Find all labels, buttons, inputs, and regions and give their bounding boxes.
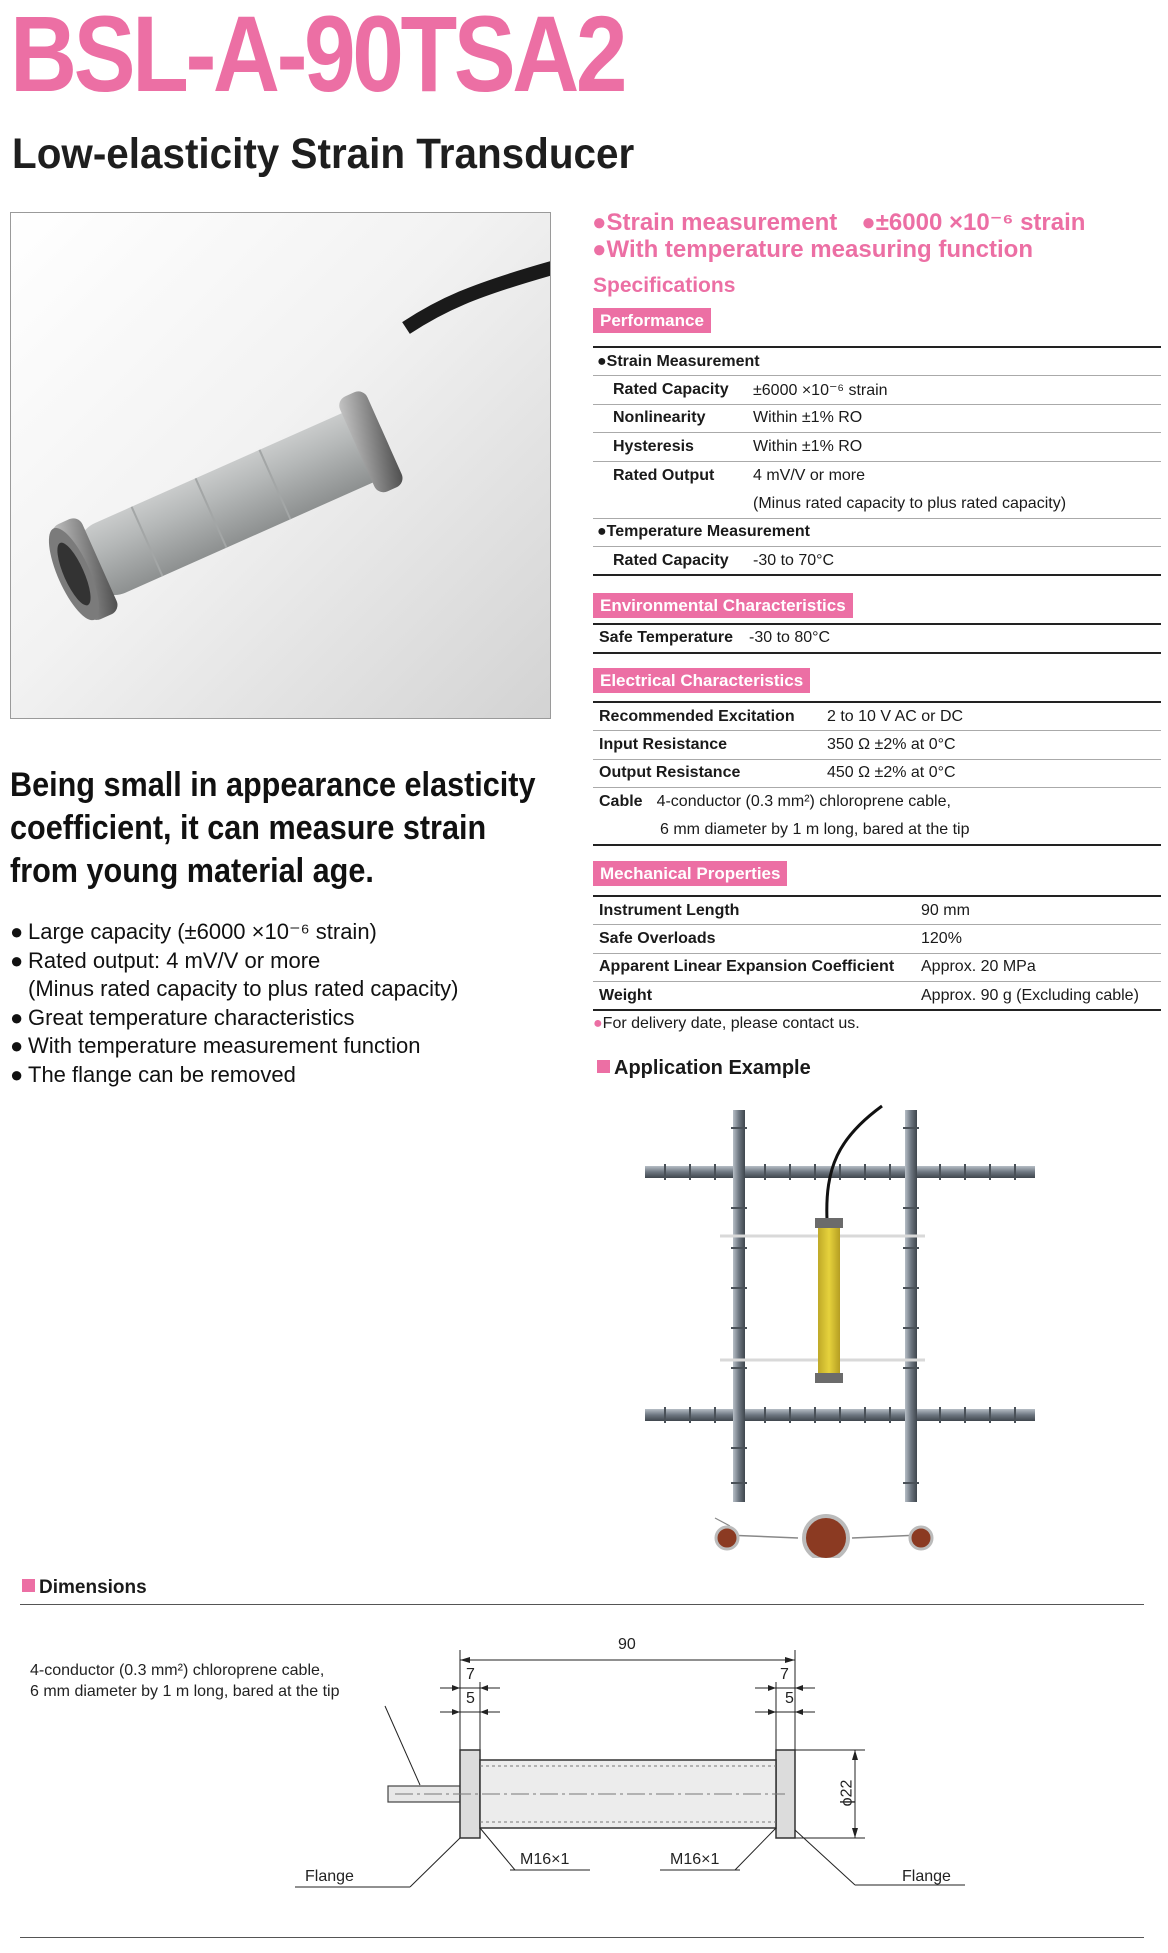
table-row: Rated Capacity ±6000 ×10⁻⁶ strain [593,376,1161,405]
table-row: Apparent Linear Expansion Coefficient Approx. 20 MPa [593,953,1161,982]
section-divider [20,1604,1144,1605]
application-example-title: Application Example [597,1057,811,1080]
product-subtitle: Low-elasticity Strain Transducer [12,130,635,178]
square-bullet-icon [22,1579,35,1592]
thread-right: M16×1 [670,1851,720,1868]
table-row: Rated Capacity -30 to 70°C [593,547,1161,576]
table-row: Instrument Length 90 mm [593,896,1161,925]
gauge-section [804,1516,848,1558]
feature-item: ● Rated output: 4 mV/V or more [10,947,321,973]
flange-left-label: Flange [305,1868,354,1885]
electrical-tag: Electrical Characteristics [593,668,810,693]
dim-right-7: 7 [780,1666,789,1683]
bottom-divider [20,1937,1144,1938]
cable-note-line-2: 6 mm diameter by 1 m long, bared at the tip [30,1683,340,1700]
thread-left: M16×1 [520,1851,570,1868]
lead-statement [10,764,536,893]
square-bullet-icon [597,1060,610,1073]
table-row: Recommended Excitation 2 to 10 V AC or DC [593,702,1161,731]
highlight-line-2: ●With temperature measuring function [592,236,1033,263]
gauge-flange [815,1218,843,1228]
product-photo [10,212,551,719]
dim-right-5: 5 [785,1690,794,1707]
specifications-title: Specifications [593,274,736,297]
application-example-diagram [630,1098,1050,1558]
performance-table [593,346,1161,576]
product-model-title: BSL-A-90TSA2 [10,0,625,114]
transducer-photo-illustration [11,213,551,719]
table-row: Input Resistance 350 Ω ±2% at 0°C [593,731,1161,760]
feature-item: (Minus rated capacity to plus rated capacity) [28,976,459,1001]
dimensions-title: Dimensions [22,1577,147,1599]
delivery-note: ●For delivery date, please contact us. [593,1015,860,1032]
table-row: Weight Approx. 90 g (Excluding cable) [593,982,1161,1011]
rebar [733,1110,745,1502]
feature-item: ● The flange can be removed [10,1061,296,1087]
feature-item: ● Great temperature characteristics [10,1004,355,1030]
table-row: Cable 4-conductor (0.3 mm²) chloroprene cable, [599,793,951,810]
environmental-tag: Environmental Characteristics [593,593,853,618]
table-row: Rated Output 4 mV/V or more [613,466,866,484]
highlight-line-1: ●Strain measurement ●±6000 ×10⁻⁶ strain [592,209,1086,236]
flange-right-label: Flange [902,1868,951,1885]
lead-line: from young material age. [10,852,374,890]
rebar [905,1110,917,1502]
table-row: 6 mm diameter by 1 m long, bared at the tip [593,816,1161,845]
strain-gauge [818,1228,840,1373]
table-row: Output Resistance 450 Ω ±2% at 0°C [593,759,1161,788]
cable-note-line-1: 4-conductor (0.3 mm²) chloroprene cable, [30,1662,325,1679]
rebar-section [910,1527,932,1549]
feature-item: ● Large capacity (±6000 ×10⁻⁶ strain) [10,919,377,944]
rebar-section [716,1527,738,1549]
feature-item: ● With temperature measurement function [10,1033,421,1058]
dim-total-length: 90 [618,1636,636,1653]
gauge-cable [827,1106,882,1220]
feature-list [10,918,458,1089]
table-row: Safe Temperature -30 to 80°C [593,624,1161,653]
table-row: Hysteresis Within ±1% RO [593,433,1161,462]
performance-tag: Performance [593,308,711,333]
lead-line: Being small in appearance elasticity [10,766,536,804]
dim-diameter: ϕ22 [838,1779,856,1807]
environmental-table [593,623,1161,654]
table-row: Nonlinearity Within ±1% RO [593,404,1161,433]
table-row: (Minus rated capacity to plus rated capacity) [593,490,1161,519]
dim-left-7: 7 [466,1666,475,1683]
table-row: Safe Overloads 120% [593,925,1161,954]
mechanical-tag: Mechanical Properties [593,861,787,886]
dimensions-drawing [0,1620,1168,1920]
dim-left-5: 5 [466,1690,475,1707]
table-row: ●Strain Measurement [593,347,1161,376]
mechanical-table [593,895,1161,1011]
electrical-table [593,701,1161,846]
lead-line: coefficient, it can measure strain [10,809,487,847]
gauge-flange [815,1373,843,1383]
table-row: ●Temperature Measurement [593,518,1161,547]
